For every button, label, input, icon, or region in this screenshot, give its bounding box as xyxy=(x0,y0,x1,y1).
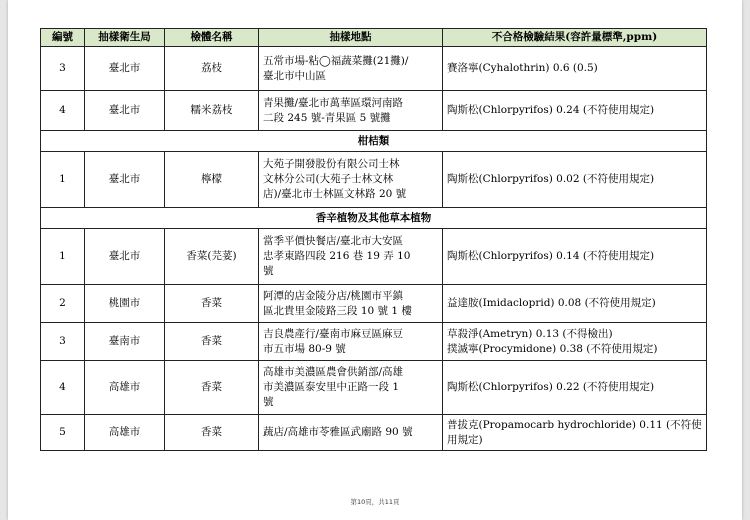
row-location xyxy=(259,152,443,208)
table-row xyxy=(41,47,707,91)
table-row xyxy=(41,285,707,323)
row-result xyxy=(443,415,707,451)
location-line: 吉良農產行/臺南市麻豆區麻豆 xyxy=(263,327,404,340)
location-line: 號 xyxy=(263,396,274,408)
table-body xyxy=(41,47,707,451)
row-number: 3 xyxy=(41,47,85,91)
row-number: 4 xyxy=(41,361,85,415)
result-line: 普拔克(Propamocarb hydrochloride) 0.11 (不符使 xyxy=(447,418,702,431)
row-product: 荔枝 xyxy=(165,47,259,91)
row-location xyxy=(259,229,443,285)
location-line: 市五市場 80-9 號 xyxy=(263,342,346,355)
row-product: 香菜(芫荽) xyxy=(165,229,259,285)
row-product: 檸檬 xyxy=(165,152,259,208)
location-line: 蔬店/高雄市苓雅區武廟路 90 號 xyxy=(263,426,413,438)
location-line: 當季平價快餐店/臺北市大安區 xyxy=(263,235,404,247)
result-line: 賽洛寧(Cyhalothrin) 0.6 (0.5) xyxy=(447,62,598,74)
category-row xyxy=(41,131,707,152)
row-product: 香菜 xyxy=(165,361,259,415)
table-row xyxy=(41,152,707,208)
result-line: 陶斯松(Chlorpyrifos) 0.02 (不符使用規定) xyxy=(447,173,655,185)
header-result: 不合格檢驗結果(容許量標準,ppm) xyxy=(443,29,707,47)
result-line: 用規定) xyxy=(447,433,483,446)
row-location xyxy=(259,91,443,131)
page-footer: 第10頁，共11頁 xyxy=(350,498,400,506)
row-location xyxy=(259,323,443,361)
result-line: 撲滅寧(Procymidone) 0.38 (不符使用規定) xyxy=(447,342,658,355)
row-agency: 高雄市 xyxy=(85,361,165,415)
row-result xyxy=(443,47,707,91)
location-line: 號 xyxy=(263,265,274,277)
row-agency: 臺北市 xyxy=(85,229,165,285)
header-product: 檢體名稱 xyxy=(165,29,259,47)
row-agency: 臺北市 xyxy=(85,91,165,131)
document-page xyxy=(8,0,742,520)
table-row xyxy=(41,91,707,131)
row-result xyxy=(443,323,707,361)
row-agency: 臺北市 xyxy=(85,152,165,208)
result-line: 草殺淨(Ametryn) 0.13 (不得檢出) xyxy=(447,327,613,340)
table-row xyxy=(41,323,707,361)
location-line: 高雄市美濃區農會供銷部/高雄 xyxy=(263,366,404,378)
row-location xyxy=(259,47,443,91)
row-location xyxy=(259,361,443,415)
row-number: 2 xyxy=(41,285,85,323)
inspection-results-table xyxy=(40,28,707,451)
result-line: 益達胺(Imidacloprid) 0.08 (不符使用規定) xyxy=(447,297,656,309)
category-row xyxy=(41,208,707,229)
location-line: 忠孝東路四段 216 巷 19 弄 10 xyxy=(263,250,411,262)
row-number: 1 xyxy=(41,152,85,208)
row-agency: 臺南市 xyxy=(85,323,165,361)
location-line: 阿潭的店金陵分店/桃園市平鎮 xyxy=(263,289,404,302)
location-line: 區北貴里金陵路三段 10 號 1 樓 xyxy=(263,304,412,317)
row-agency: 桃園市 xyxy=(85,285,165,323)
location-line: 青果攤/臺北市萬華區環河南路 xyxy=(263,96,404,109)
row-location xyxy=(259,415,443,451)
location-line: 五常市場-粘◯福蔬菜攤(21攤)/ xyxy=(263,54,409,67)
location-line: 市美濃區泰安里中正路一段 1 xyxy=(263,381,400,393)
row-result xyxy=(443,152,707,208)
row-number: 4 xyxy=(41,91,85,131)
row-location xyxy=(259,285,443,323)
header-agency: 抽樣衛生局 xyxy=(85,29,165,47)
row-number: 5 xyxy=(41,415,85,451)
row-number: 1 xyxy=(41,229,85,285)
category-heading: 柑桔類 xyxy=(41,131,707,152)
result-line: 陶斯松(Chlorpyrifos) 0.22 (不符使用規定) xyxy=(447,381,655,393)
row-product: 香菜 xyxy=(165,415,259,451)
row-result xyxy=(443,229,707,285)
header-location: 抽樣地點 xyxy=(259,29,443,47)
result-line: 陶斯松(Chlorpyrifos) 0.14 (不符使用規定) xyxy=(447,250,655,262)
row-product: 糯米荔枝 xyxy=(165,91,259,131)
result-line: 陶斯松(Chlorpyrifos) 0.24 (不符使用規定) xyxy=(447,104,655,116)
row-agency: 臺北市 xyxy=(85,47,165,91)
category-heading: 香辛植物及其他草本植物 xyxy=(41,208,707,229)
row-result xyxy=(443,91,707,131)
row-product: 香菜 xyxy=(165,285,259,323)
table-row xyxy=(41,229,707,285)
table-header-row xyxy=(41,29,707,47)
location-line: 大苑子開發股份有限公司士林 xyxy=(263,158,400,170)
location-line: 店)/臺北市士林區文林路 20 號 xyxy=(263,188,407,200)
table-row xyxy=(41,361,707,415)
row-result xyxy=(443,285,707,323)
table-row xyxy=(41,415,707,451)
location-line: 臺北市中山區 xyxy=(263,69,326,82)
row-number: 3 xyxy=(41,323,85,361)
location-line: 二段 245 號-青果區 5 號攤 xyxy=(263,111,391,124)
row-agency: 高雄市 xyxy=(85,415,165,451)
header-number: 編號 xyxy=(41,29,85,47)
row-product: 香菜 xyxy=(165,323,259,361)
row-result xyxy=(443,361,707,415)
location-line: 文林分公司(大苑子士林文林 xyxy=(263,173,394,185)
